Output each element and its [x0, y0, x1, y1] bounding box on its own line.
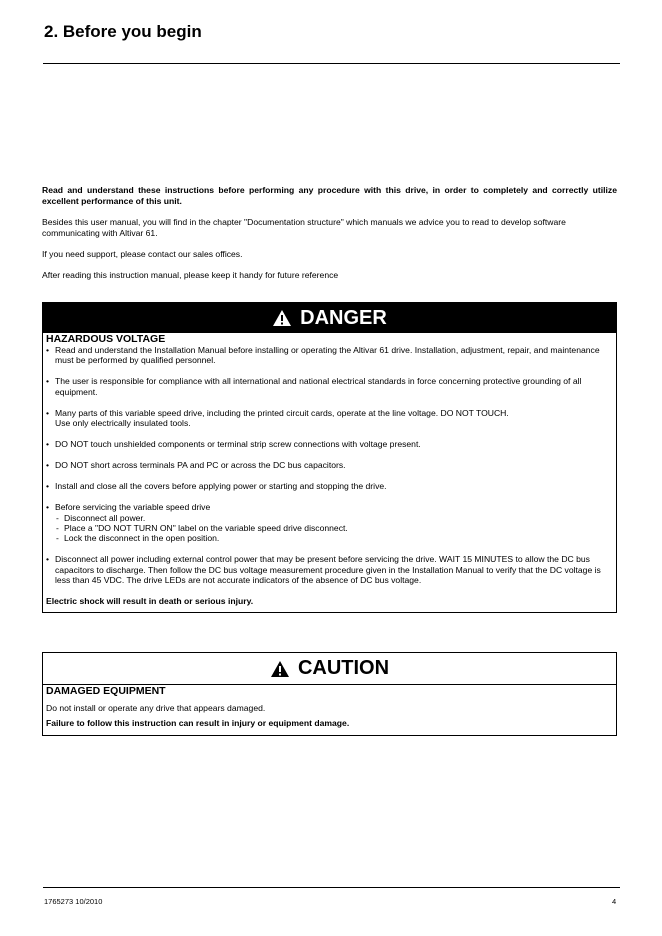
warning-triangle-icon: [272, 309, 292, 327]
bullet-icon: •: [46, 439, 50, 450]
intro-paragraph-keep-handy: After reading this instruction manual, please keep it handy for future reference: [42, 270, 339, 280]
list-item-extra: Use only electrically insulated tools.: [55, 418, 191, 429]
bullet-icon: •: [46, 554, 50, 565]
bullet-icon: •: [46, 376, 50, 387]
list-item: • The user is responsible for compliance with all international and national electrical standards in force concerning protective grounding of all equipment.: [46, 376, 582, 397]
danger-label: DANGER: [300, 306, 387, 329]
bullet-icon: •: [46, 345, 50, 355]
sub-list-item: - Lock the disconnect in the open position.: [56, 533, 220, 544]
intro-section: [42, 185, 617, 291]
list-item: • Before servicing the variable speed drive - Disconnect all power. - Place a "DO NOT TURN ON" label on the variable speed drive disconnect. - Lock the disconnect in the open position.: [46, 502, 613, 544]
bullet-icon: •: [46, 460, 50, 471]
danger-box: [42, 302, 617, 613]
list-item: • Read and understand the Installation Manual before installing or operating the Altivar 61 drive. Installation, adjustment, repair, and maintenance must be performed by qualified personnel.: [46, 345, 600, 366]
bullet-icon: •: [46, 481, 50, 492]
caution-title: DAMAGED EQUIPMENT: [46, 685, 166, 697]
list-item: • Disconnect all power including external control power that may be present before servicing the drive. WAIT 15 MINUTES to allow the DC bus capacitors to discharge. Then follow the DC bus voltage measurement procedure given in the Installation Manual to verify that the DC voltage is less than 45 VDC. The drive LEDs are not accurate indicators of the absence of DC bus voltage.: [46, 554, 601, 586]
sub-list-item: - Place a "DO NOT TURN ON" label on the variable speed drive disconnect.: [56, 523, 348, 534]
sub-list-item: - Disconnect all power.: [56, 512, 146, 523]
caution-body: [43, 685, 616, 729]
list-item: • DO NOT short across terminals PA and PC or across the DC bus capacitors.: [46, 460, 346, 471]
intro-paragraph-support: If you need support, please contact our sales offices.: [42, 249, 243, 259]
list-item: • Many parts of this variable speed drive, including the printed circuit cards, operate at the line voltage. DO NOT TOUCH. Use only electrically insulated tools.: [46, 408, 613, 429]
warning-triangle-icon: [270, 660, 290, 678]
intro-paragraph-documentation: Besides this user manual, you will find in the chapter "Documentation structure" which manuals we advice you to read to develop software communicating with Altivar 61.: [42, 217, 566, 238]
caution-text: Do not install or operate any drive that appears damaged.: [46, 703, 266, 713]
intro-bold-paragraph: Read and understand these instructions before performing any procedure with this drive, in order to completely and correctly utilize excellent performance of this unit.: [42, 185, 617, 206]
footer-doc-ref: 1765273 10/2010: [44, 897, 103, 906]
list-item: • Install and close all the covers before applying power or starting and stopping the drive.: [46, 481, 387, 492]
list-item: • DO NOT touch unshielded components or terminal strip screw connections with voltage present.: [46, 439, 421, 450]
caution-box: [42, 652, 617, 736]
caution-consequence: Failure to follow this instruction can result in injury or equipment damage.: [46, 718, 350, 729]
header-divider: [43, 63, 620, 64]
sub-list: [55, 513, 613, 544]
footer-divider: [43, 887, 620, 888]
bullet-icon: •: [46, 502, 50, 513]
danger-body: [43, 333, 616, 607]
caution-banner: [43, 653, 616, 685]
page-title: 2. Before you begin: [44, 22, 202, 41]
danger-title: HAZARDOUS VOLTAGE: [46, 333, 166, 345]
footer-page-number: 4: [612, 897, 617, 906]
caution-label: CAUTION: [297, 657, 390, 679]
danger-consequence: Electric shock will result in death or serious injury.: [46, 596, 254, 607]
danger-banner: [43, 303, 616, 333]
bullet-icon: •: [46, 407, 50, 418]
